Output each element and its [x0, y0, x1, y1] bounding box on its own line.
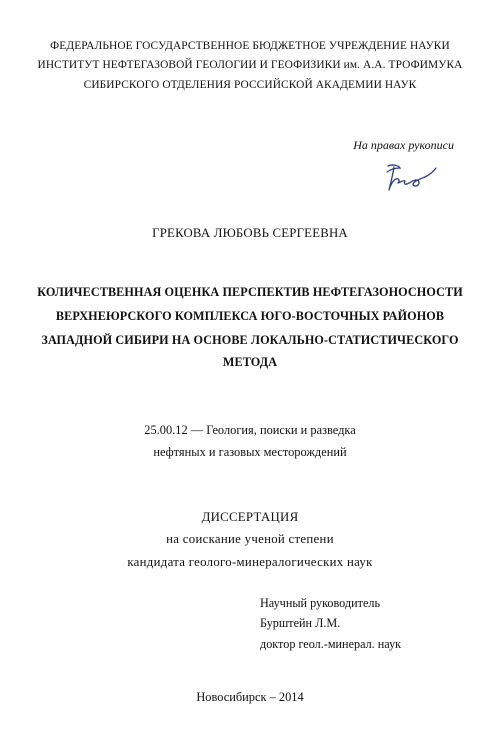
- specialty-name: нефтяных и газовых месторождений: [153, 445, 347, 459]
- dissertation-title-line-2: ВЕРХНЕЮРСКОГО КОМПЛЕКСА ЮГО-ВОСТОЧНЫХ РАЙОНОВ: [55, 309, 445, 323]
- organization-line-2: ИНСТИТУТ НЕФТЕГАЗОВОЙ ГЕОЛОГИИ И ГЕОФИЗИКИ им. А.А. ТРОФИМУКА: [37, 59, 463, 71]
- author-name: ГРЕКОВА ЛЮБОВЬ СЕРГЕЕВНА: [152, 226, 348, 240]
- dissertation-title-line-4: МЕТОДА: [222, 355, 278, 369]
- manuscript-rights-note: На правах рукописи: [353, 138, 454, 152]
- degree-purpose: на соискание ученой степени: [166, 532, 334, 546]
- supervisor-degree: доктор геол.-минерал. наук: [260, 637, 402, 651]
- organization-line-1: ФЕДЕРАЛЬНОЕ ГОСУДАРСТВЕННОЕ БЮДЖЕТНОЕ УЧРЕЖДЕНИЕ НАУКИ: [50, 40, 450, 52]
- specialty-code: 25.00.12 — Геология, поиски и разведка: [144, 423, 356, 437]
- supervisor-role: Научный руководитель: [260, 596, 381, 610]
- supervisor-name: Бурштейн Л.М.: [260, 616, 341, 630]
- degree-name: кандидата геолого-минералогических наук: [127, 555, 373, 569]
- organization-line-3: СИБИРСКОГО ОТДЕЛЕНИЯ РОССИЙСКОЙ АКАДЕМИИ НАУК: [83, 79, 417, 91]
- place-and-year: Новосибирск – 2014: [196, 690, 304, 704]
- dissertation-title-line-3: ЗАПАДНОЙ СИБИРИ НА ОСНОВЕ ЛОКАЛЬНО-СТАТИСТИЧЕСКОГО: [41, 333, 459, 347]
- dissertation-heading: ДИССЕРТАЦИЯ: [201, 510, 299, 524]
- signature-icon: [378, 160, 440, 196]
- dissertation-title-line-1: КОЛИЧЕСТВЕННАЯ ОЦЕНКА ПЕРСПЕКТИВ НЕФТЕГАЗОНОСНОСТИ: [37, 285, 463, 299]
